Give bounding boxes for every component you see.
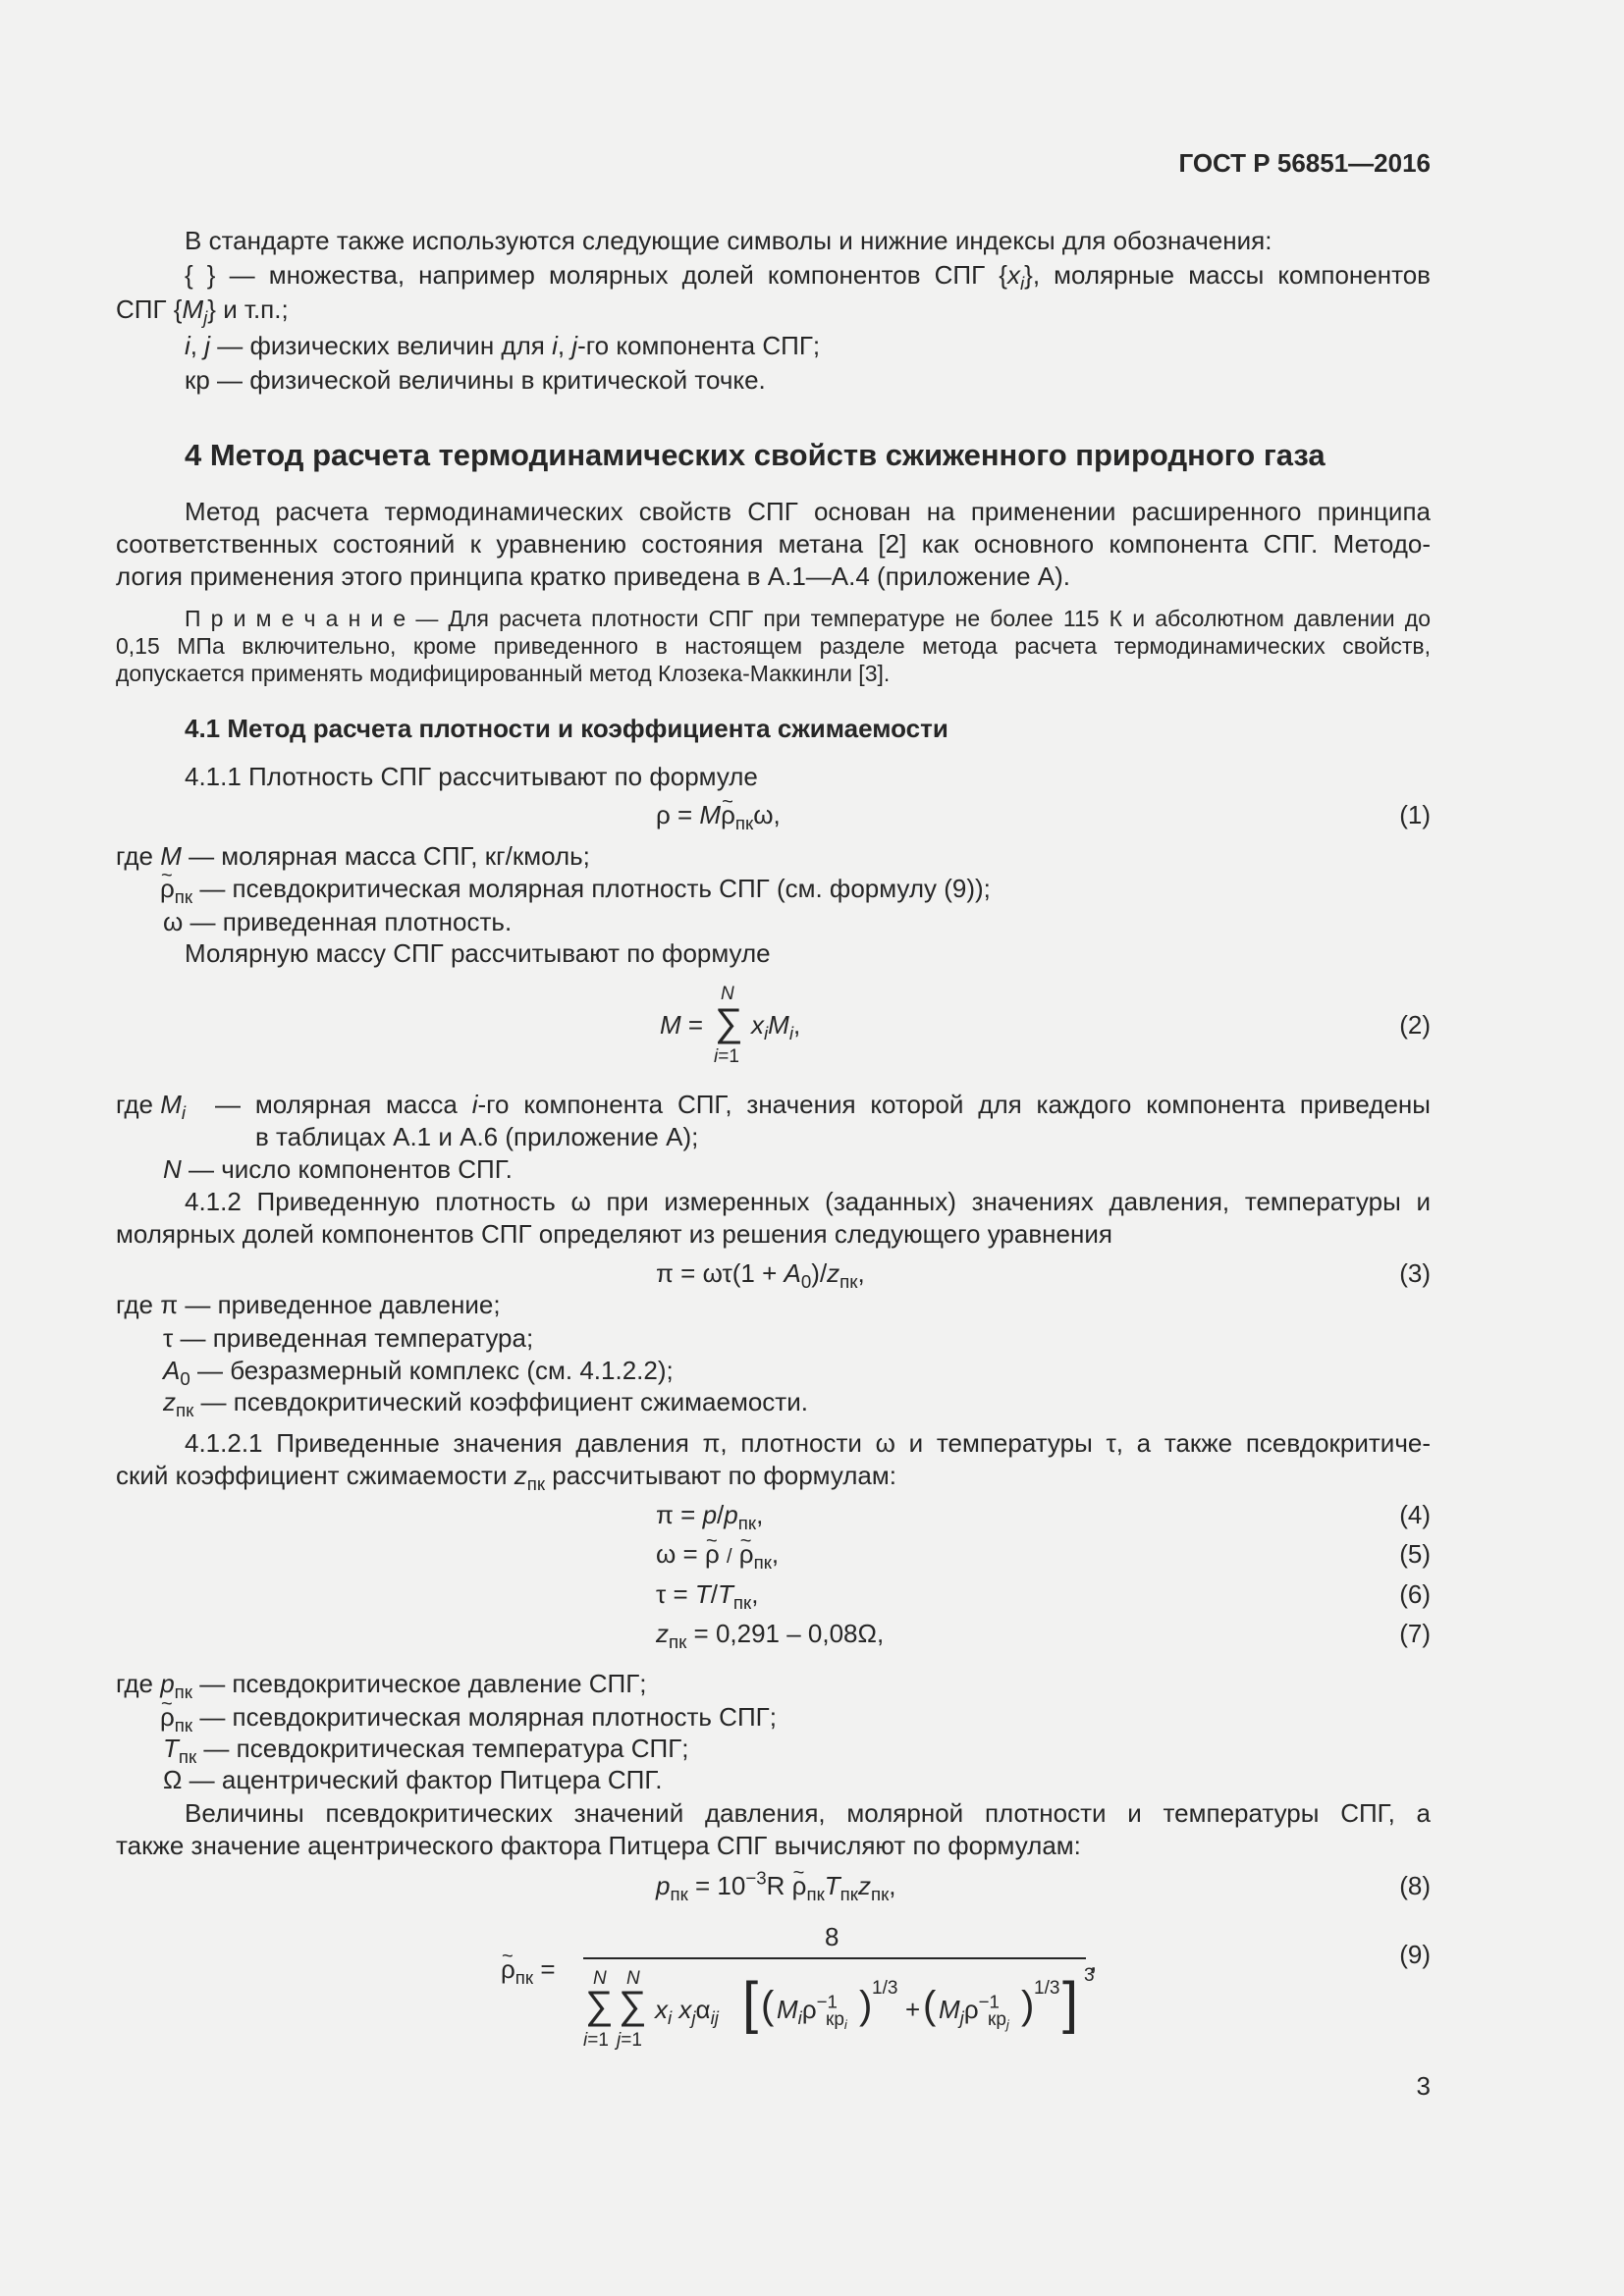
text: — безразмерный комплекс (см. 4.1.2.2); (189, 1356, 674, 1385)
text: -го компонента СПГ; (577, 331, 821, 360)
intro-line-2 (185, 260, 1431, 294)
where-Mi-line-2: в таблицах А.1 и А.6 (приложение А); (255, 1122, 699, 1151)
where-Mi: где $M_i$ (116, 1090, 187, 1123)
where-pi (116, 1290, 501, 1320)
section-4-para-2: соответственных состояний к уравнению состояния метана [2] как основного компонента СПГ. Методо- (116, 529, 1431, 559)
text: }, молярные массы компонентов (1024, 260, 1431, 290)
text: где (116, 1290, 153, 1319)
equation-number-9: (9) (1399, 1940, 1431, 1969)
text: — псевдокритический коэффициент сжимаемости. (193, 1387, 808, 1416)
text: — псевдокритическая молярная плотность СПГ (см. формулу (9)); (192, 874, 991, 903)
subscript: j (203, 306, 208, 328)
text: — Для расчета плотности СПГ при температуре не более 115 К и абсолютном давлении до (406, 606, 1431, 631)
text: СПГ { (116, 294, 183, 324)
text: — псевдокритическая молярная плотность СПГ; (192, 1702, 777, 1732)
equation-5: ω = ~ ρ / ~ $\rho_{пк}$, (656, 1539, 779, 1573)
intro-line-1: В стандарте также используются следующие символы и нижние индексы для обозначения: (185, 226, 1272, 255)
text: — псевдокритическое давление СПГ; (191, 1669, 647, 1698)
text: — число компонентов СПГ. (189, 1154, 513, 1184)
text: , (557, 331, 572, 360)
intro-line-3 (116, 294, 289, 328)
text: где (116, 1090, 153, 1119)
text: } и т.п.; (207, 294, 289, 324)
text: где (116, 841, 153, 871)
text: — молярная масса (215, 1090, 472, 1119)
section-4-1-heading: 4.1 Метод расчета плотности и коэффициента сжимаемости (185, 714, 948, 743)
symbol: i (552, 331, 558, 360)
where-omega: ω — приведенная плотность. (163, 907, 513, 936)
text: — молярная масса СПГ, кг/кмоль; (181, 841, 590, 871)
text: -го компонента СПГ, значения которой для каждого компонента приведены (477, 1090, 1431, 1119)
equation-3: $\pi = \omega\tau(1 + A_0)/z_{пк}$, (656, 1258, 865, 1292)
note-line-3: допускается применять модифицированный метод Клозека-Маккинли [3]. (116, 661, 891, 686)
equation-1: ρ = M~ $\rho_{пк}\omega$, (656, 800, 781, 830)
section-4-para-3: логия применения этого принципа кратко приведена в А.1—А.4 (приложение А). (116, 561, 1071, 591)
pseudo-para-line-1: Величины псевдокритических значений давления, молярной плотности и температуры СПГ, а (185, 1798, 1431, 1828)
pseudo-para-line-2: также значение ацентрического фактора Питцера СПГ вычисляют по формулам: (116, 1831, 1081, 1860)
para-4-1-1: 4.1.1 Плотность СПГ рассчитывают по формуле (185, 762, 758, 791)
symbol: j (571, 331, 578, 360)
where-Omega: Ω — ацентрический фактор Питцера СПГ. (163, 1765, 663, 1794)
para-4-1-2-line-1: 4.1.2 Приведенную плотность ω при измеренных (заданных) значениях давления, температуры и (185, 1187, 1431, 1216)
equation-4: $\pi = p/p_{пк}$, (656, 1500, 764, 1533)
note-label: П р и м е ч а н и е (185, 606, 406, 631)
equation-number-7: (7) (1399, 1619, 1431, 1648)
where-tau: τ — приведенная температура; (163, 1323, 534, 1353)
para-4-1-2-1-line-1: 4.1.2.1 Приведенные значения давления π, плотности ω и температуры τ, а также псевдокритиче- (185, 1428, 1431, 1458)
equation-7: $z_{пк} = 0,291 - 0,08\Omega$, (656, 1619, 885, 1652)
text: где (116, 1669, 153, 1698)
where-p: где $p_{пк}$ — псевдокритическое давление СПГ; (116, 1669, 647, 1702)
text: — псевдокритическая температура СПГ; (196, 1734, 689, 1763)
where-Mi-line-1: — молярная масса i-го компонента СПГ, значения которой для каждого компонента приведены (215, 1090, 1431, 1119)
equation-number-6: (6) (1399, 1579, 1431, 1609)
para-4-1-2-line-2: молярных долей компонентов СПГ определяют из решения следующего уравнения (116, 1219, 1112, 1249)
text: рассчитывают по формулам: (545, 1461, 896, 1490)
section-4-para-1: Метод расчета термодинамических свойств СПГ основан на применении расширенного принципа (185, 497, 1431, 526)
equation-number-3: (3) (1399, 1258, 1431, 1288)
intro-line-5: кр — физической величины в критической точке. (185, 365, 766, 395)
molar-mass-intro: Молярную массу СПГ рассчитывают по формуле (185, 938, 771, 968)
text: , (189, 331, 205, 360)
equation-number-5: (5) (1399, 1539, 1431, 1569)
text: π — приведенное давление; (160, 1290, 501, 1319)
equation-9: ~ $\rho_{пк}$ = 8 , N ∑ i=1 N ∑ j=1 $x_i$ $x_j\alpha_{ij}$ [ ( $M_i\rho^{-1}$ $кр_i$ ) 1/3 + ( $M_j\rho^{-1}$ $кр_j$ ) 1/3 ] 3 (501, 1919, 1110, 2061)
intro-line-4 (185, 331, 820, 361)
section-4-heading: 4 Метод расчета термодинамических свойств сжиженного природного газа (185, 438, 1326, 472)
where-A0: $A_0$ — безразмерный комплекс (см. 4.1.2.2); (163, 1356, 674, 1389)
symbol: x (1006, 260, 1020, 290)
symbol: i (185, 331, 190, 360)
where-rho: ~ $\rho_{пк}$ — псевдокритическая молярная плотность СПГ (см. формулу (9)); (160, 874, 991, 904)
where-N: N — число компонентов СПГ. (163, 1154, 513, 1184)
equation-number-1: (1) (1399, 800, 1431, 829)
para-4-1-2-1-line-2: ский коэффициент сжимаемости $z_{пк}$ рассчитывают по формулам: (116, 1461, 896, 1494)
page-number: 3 (1416, 2071, 1431, 2101)
text: — физических величин для (210, 331, 553, 360)
equation-number-2: (2) (1399, 1010, 1431, 1040)
text: { } — множества, например молярных долей компонентов СПГ { (185, 260, 1007, 290)
where-z: $z_{пк}$ — псевдокритический коэффициент сжимаемости. (163, 1387, 808, 1420)
equation-8: $p_{пк} = 10^{-3}R$ ~ $\rho_{пк}T_{пк}z_{пк}$, (656, 1871, 896, 1901)
where-M: где M — молярная масса СПГ, кг/кмоль; (116, 841, 590, 871)
note-line-1 (185, 606, 1431, 632)
equation-number-8: (8) (1399, 1871, 1431, 1900)
where-T: $T_{пк}$ — псевдокритическая температура СПГ; (163, 1734, 689, 1767)
where-rho-2: ~ $\rho_{пк}$ — псевдокритическая молярная плотность СПГ; (160, 1702, 777, 1733)
symbol: j (204, 331, 211, 360)
note-line-2: 0,15 МПа включительно, кроме приведенного в настоящем разделе метода расчета термодинамических свойств, (116, 633, 1431, 659)
subscript: i (1019, 272, 1025, 294)
equation-2: M = N ∑ i=1 $x_iM_i$, (660, 984, 801, 1067)
equation-6: $\tau = T/T_{пк}$, (656, 1579, 759, 1613)
equation-number-4: (4) (1399, 1500, 1431, 1529)
document-id: ГОСТ Р 56851—2016 (1178, 148, 1431, 178)
symbol: M (182, 294, 204, 324)
text: ский коэффициент сжимаемости (116, 1461, 514, 1490)
